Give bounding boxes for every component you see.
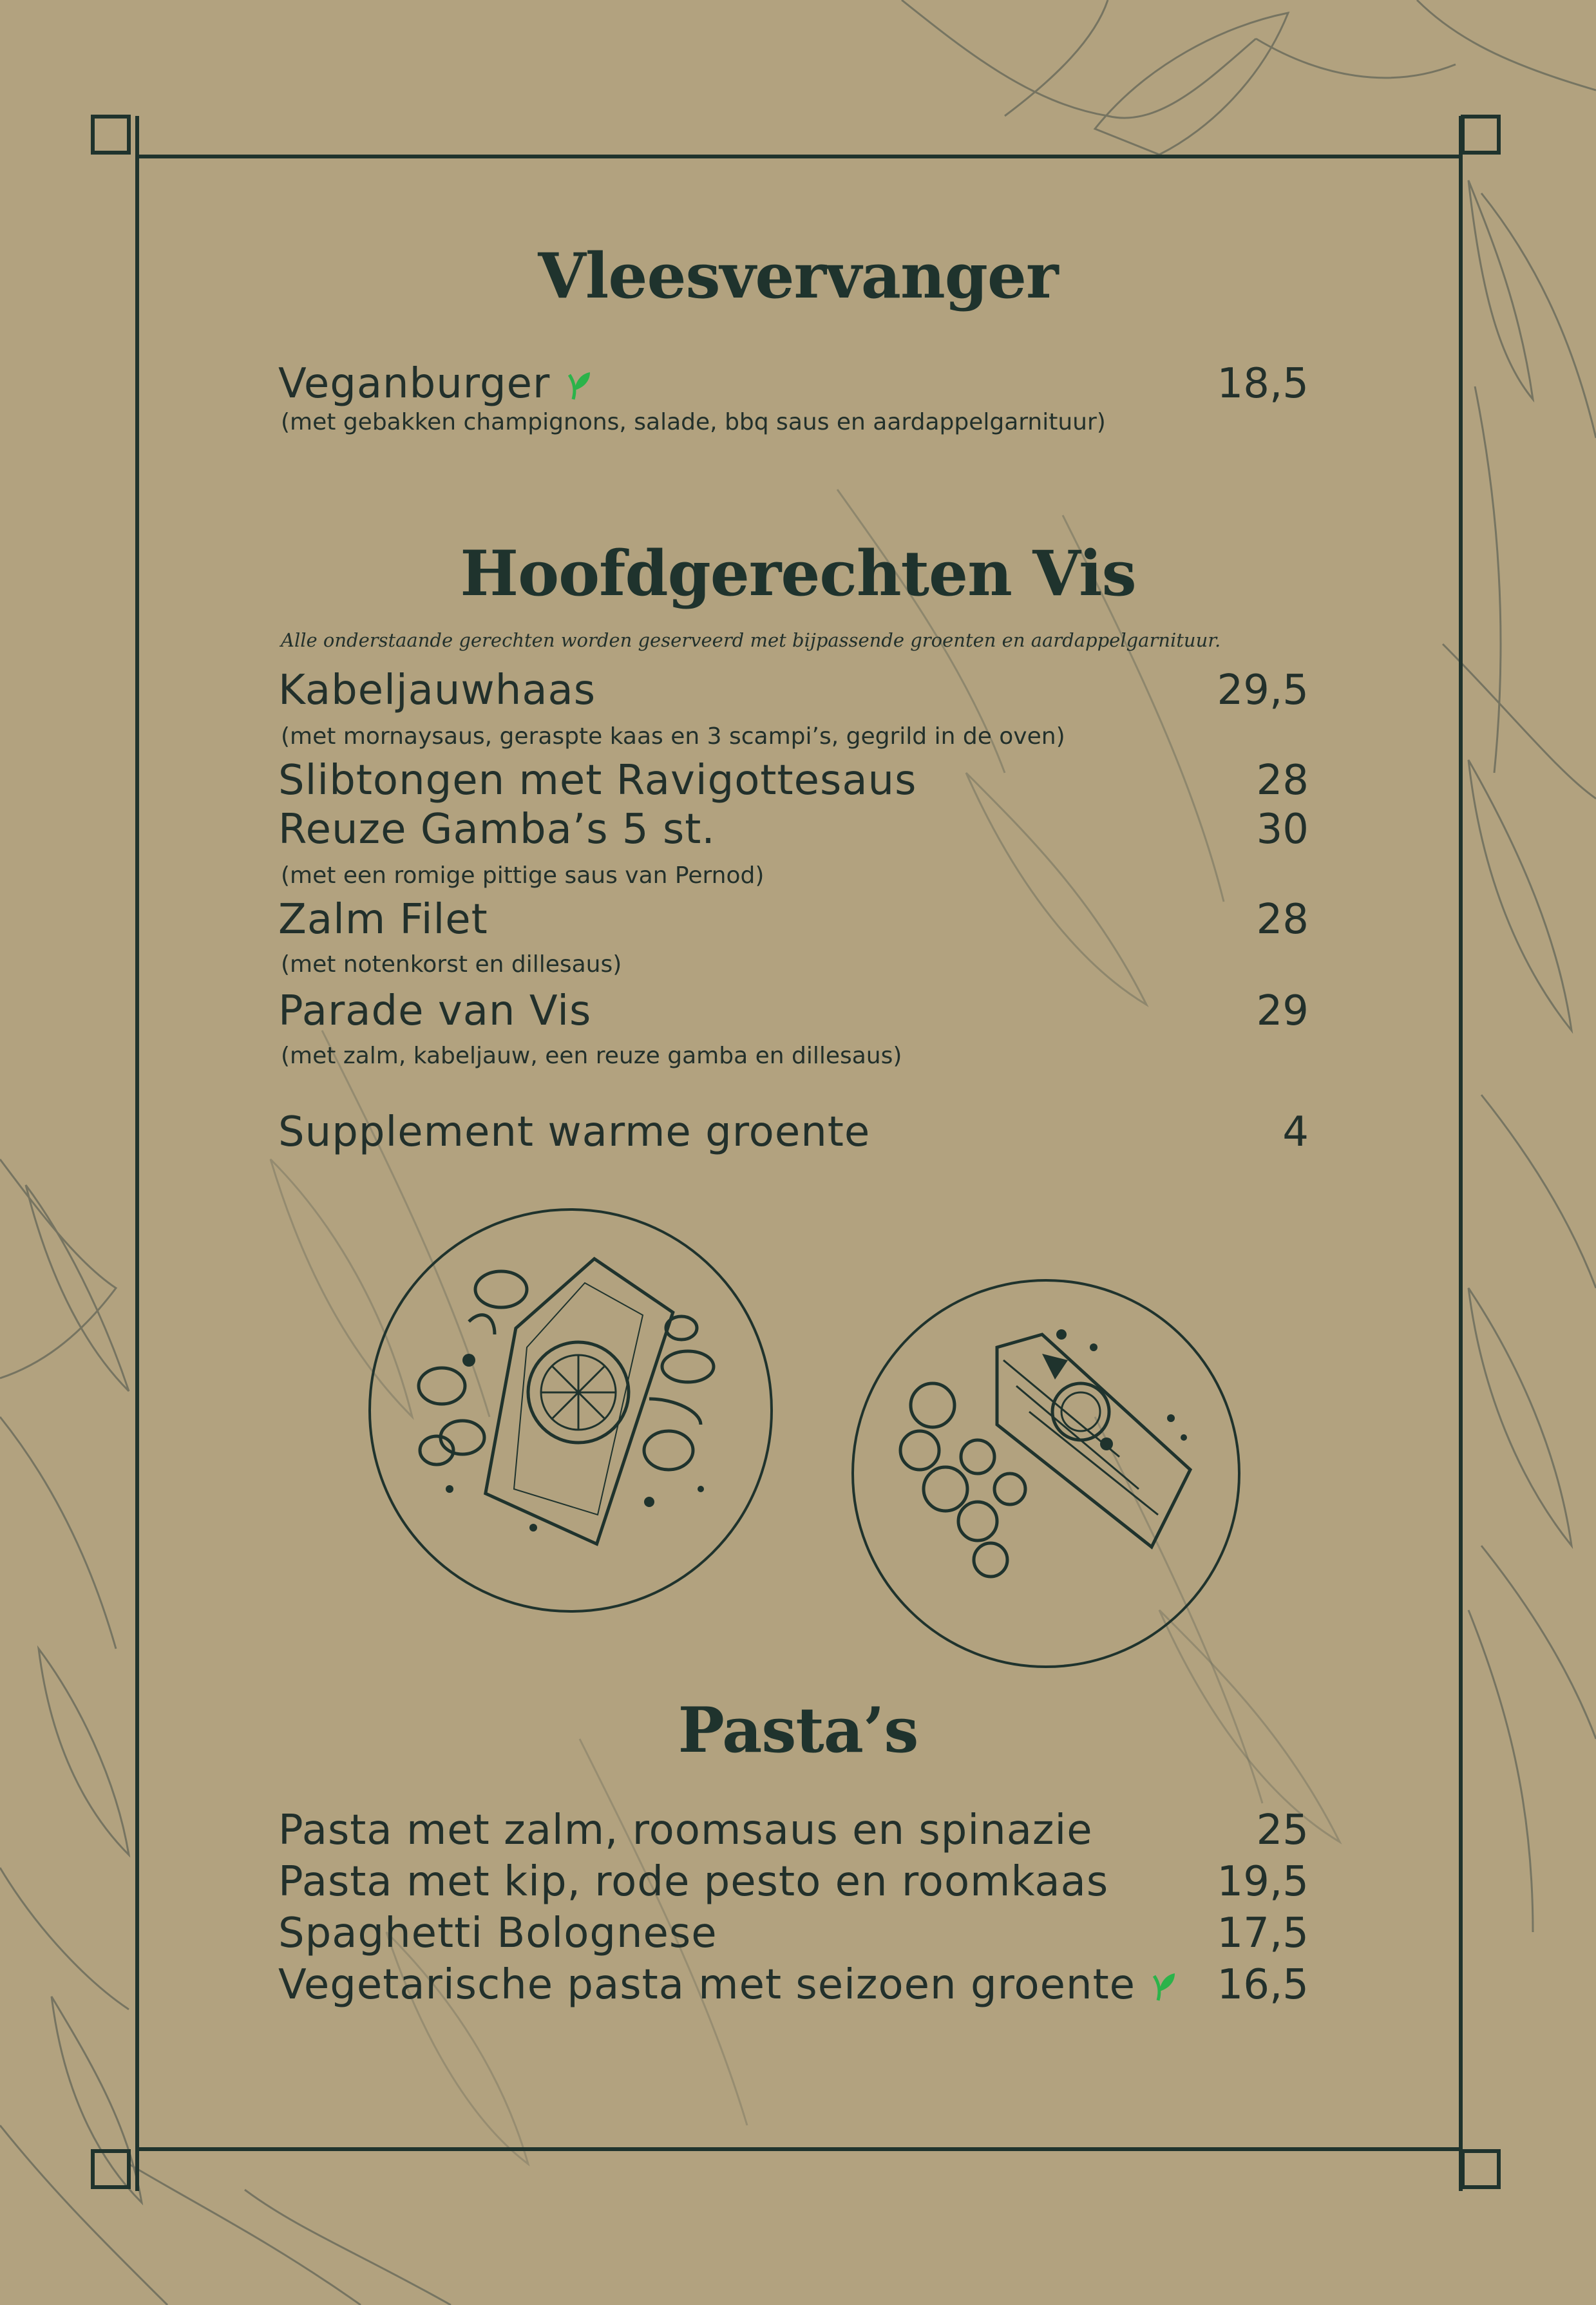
item-description: (met zalm, kabeljauw, een reuze gamba en dillesaus) <box>281 1043 902 1069</box>
item-name: Parade van Vis <box>278 987 592 1035</box>
frame-bottom <box>137 2147 1463 2151</box>
section-title-vleesvervanger: Vleesvervanger <box>538 240 1058 312</box>
item-name-text: Veganburger <box>278 360 551 408</box>
item-description: (met mornaysaus, geraspte kaas en 3 scampi’s, gegrild in de oven) <box>281 723 1065 750</box>
item-description: (met notenkorst en dillesaus) <box>281 951 622 978</box>
item-price: 18,5 <box>1217 360 1309 408</box>
item-price: 28 <box>1256 757 1309 804</box>
supplement-item <box>278 1106 1309 1158</box>
item-price: 28 <box>1256 896 1309 944</box>
menu-item <box>278 1959 1309 2011</box>
menu-item <box>278 1805 1309 1856</box>
item-name: Zalm Filet <box>278 896 488 944</box>
section-note: Alle onderstaande gerechten worden geserveerd met bijpassende groenten en aardappelgarnituur. <box>281 629 1221 651</box>
frame-top <box>137 155 1463 158</box>
item-price: 19,5 <box>1217 1858 1309 1906</box>
item-name: Kabeljauwhaas <box>278 667 596 714</box>
frame-corner-top-left <box>91 115 131 155</box>
item-description: (met een romige pittige saus van Pernod) <box>281 862 765 889</box>
frame-corner-top-right <box>1461 115 1501 155</box>
item-price: 16,5 <box>1217 1961 1309 2009</box>
item-price: 17,5 <box>1217 1910 1309 1957</box>
menu-item <box>278 894 1309 945</box>
menu-item <box>278 665 1309 716</box>
item-name: Slibtongen met Ravigottesaus <box>278 757 917 804</box>
item-name <box>278 358 593 410</box>
frame-corner-bottom-left <box>91 2149 131 2189</box>
item-price: 29,5 <box>1217 667 1309 714</box>
leaf-icon <box>1149 1969 1177 2004</box>
frame-corner-bottom-right <box>1461 2149 1501 2189</box>
item-name: Supplement warme groente <box>278 1108 871 1156</box>
item-price: 29 <box>1256 987 1309 1035</box>
item-price: 25 <box>1256 1807 1309 1854</box>
frame-right <box>1459 116 1463 2191</box>
item-name <box>278 1959 1177 2011</box>
menu-item <box>278 804 1309 855</box>
item-price: 30 <box>1256 806 1309 853</box>
section-title-pasta: Pasta’s <box>678 1694 918 1767</box>
menu-item <box>278 1856 1309 1908</box>
item-name: Reuze Gamba’s 5 st. <box>278 806 716 853</box>
leaf-icon <box>564 368 593 403</box>
item-price: 4 <box>1282 1108 1309 1156</box>
fish-plate-illustration <box>366 1206 775 1615</box>
menu-item <box>278 358 1309 410</box>
section-title-vis: Hoofdgerechten Vis <box>460 537 1136 610</box>
item-name: Spaghetti Bolognese <box>278 1910 717 1957</box>
item-description: (met gebakken champignons, salade, bbq saus en aardappelgarnituur) <box>281 409 1106 435</box>
item-name-text: Vegetarische pasta met seizoen groente <box>278 1961 1136 2009</box>
frame-left <box>135 116 139 2191</box>
menu-item <box>278 985 1309 1037</box>
item-name: Pasta met kip, rode pesto en roomkaas <box>278 1858 1109 1906</box>
salmon-plate-illustration <box>849 1276 1243 1671</box>
menu-item <box>278 755 1309 806</box>
menu-item <box>278 1908 1309 1959</box>
item-name: Pasta met zalm, roomsaus en spinazie <box>278 1807 1093 1854</box>
